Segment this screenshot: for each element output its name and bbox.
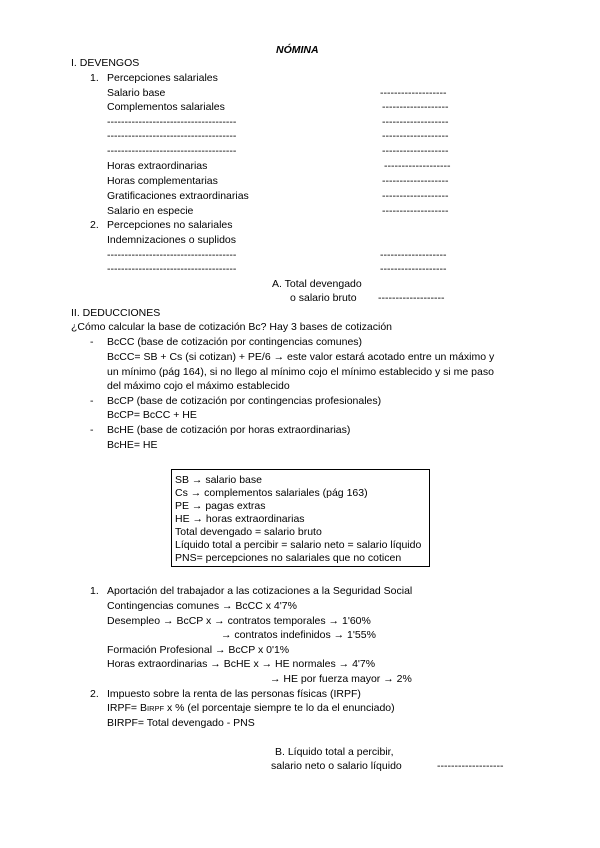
horas-extra-normales: Horas extraordinarias → BcHE x → HE normales → 4'7%: [107, 658, 376, 670]
item-number: 1.: [90, 72, 99, 84]
salario-especie-label: Salario en especie: [107, 205, 194, 217]
item-number: 1.: [90, 585, 99, 597]
bche-title: BcHE (base de cotización por horas extraordinarias): [107, 424, 351, 436]
bullet-dash: -: [90, 424, 94, 436]
irpf-title: Impuesto sobre la renta de las personas físicas (IRPF): [107, 688, 361, 700]
desempleo-indefinidos: → contratos indefinidos → 1'55%: [221, 629, 376, 641]
total-devengado-label: A. Total devengado: [272, 278, 362, 290]
aportacion-title: Aportación del trabajador a las cotizaciones a la Seguridad Social: [107, 585, 413, 597]
gratificaciones-label: Gratificaciones extraordinarias: [107, 190, 249, 202]
blank-amount: -------------------: [380, 249, 447, 261]
bccc-formula: un mínimo (pág 164), si no llego al mínimo cojo el mínimo establecido y si me paso: [107, 366, 494, 378]
legend-item: Total devengado = salario bruto: [175, 526, 322, 538]
item-number: 2.: [90, 688, 99, 700]
irpf-formula: [107, 702, 395, 715]
blank-amount: -------------------: [378, 292, 445, 304]
deducciones-heading: II. DEDUCCIONES: [71, 307, 161, 319]
percepciones-no-salariales-label: Percepciones no salariales: [107, 219, 233, 231]
legend-item: HE → horas extraordinarias: [175, 513, 305, 525]
blank-amount: -------------------: [380, 263, 447, 275]
contingencias-comunes: Contingencias comunes → BcCC x 4'7%: [107, 600, 297, 612]
blank-amount: -------------------: [384, 160, 451, 172]
bases-question: ¿Cómo calcular la base de cotización Bc? Hay 3 bases de cotización: [71, 321, 392, 333]
complementos-label: Complementos salariales: [107, 101, 225, 113]
blank-concept: -------------------------------------: [107, 145, 237, 157]
horas-extra-fuerza-mayor: → HE por fuerza mayor → 2%: [270, 673, 412, 685]
bccc-formula: del máximo cojo el máximo establecido: [107, 380, 290, 392]
formacion-profesional: Formación Profesional → BcCP x 0'1%: [107, 644, 290, 656]
percepciones-salariales-label: Percepciones salariales: [107, 72, 218, 84]
liquido-total-label: B. Líquido total a percibir,: [275, 746, 394, 758]
bccc-title: BcCC (base de cotización por contingencias comunes): [107, 336, 363, 348]
legend-item: PE → pagas extras: [175, 500, 266, 512]
blank-concept: -------------------------------------: [107, 249, 237, 261]
blank-amount: -------------------: [382, 130, 449, 142]
bullet-dash: -: [90, 336, 94, 348]
blank-amount: -------------------: [437, 760, 504, 772]
blank-concept: -------------------------------------: [107, 263, 237, 275]
legend-item: Líquido total a percibir = salario neto = salario líquido: [175, 539, 422, 551]
birpf-formula: BIRPF= Total devengado - PNS: [107, 717, 255, 729]
legend-item: SB → salario base: [175, 474, 262, 486]
blank-amount: -------------------: [382, 175, 449, 187]
legend-item: PNS= percepciones no salariales que no coticen: [175, 552, 402, 564]
blank-amount: -------------------: [382, 116, 449, 128]
blank-concept: -------------------------------------: [107, 116, 237, 128]
indemnizaciones-label: Indemnizaciones o suplidos: [107, 234, 236, 246]
blank-amount: -------------------: [382, 205, 449, 217]
devengos-heading: I. DEVENGOS: [71, 57, 140, 69]
irpf-formula-prefix: IRPF= B: [107, 702, 147, 714]
blank-concept: -------------------------------------: [107, 130, 237, 142]
blank-amount: -------------------: [380, 87, 447, 99]
salario-bruto-label: o salario bruto: [290, 292, 357, 304]
bche-formula: BcHE= HE: [107, 439, 158, 451]
salario-neto-label: salario neto o salario líquido: [271, 760, 402, 772]
blank-amount: -------------------: [382, 145, 449, 157]
blank-amount: -------------------: [382, 101, 449, 113]
desempleo-temporales: Desempleo → BcCP x → contratos temporales → 1'60%: [107, 615, 371, 627]
item-number: 2.: [90, 219, 99, 231]
blank-amount: -------------------: [382, 190, 449, 202]
page-title: NÓMINA: [276, 44, 319, 56]
horas-comp-label: Horas complementarias: [107, 175, 218, 187]
bccp-formula: BcCP= BcCC + HE: [107, 409, 197, 421]
irpf-formula-suffix: x % (el porcentaje siempre te lo da el enunciado): [164, 702, 395, 714]
salario-base-label: Salario base: [107, 87, 166, 99]
bccc-formula: BcCC= SB + Cs (si cotizan) + PE/6 → este valor estará acotado entre un máximo y: [107, 351, 495, 363]
bccp-title: BcCP (base de cotización por contingencias profesionales): [107, 395, 382, 407]
bullet-dash: -: [90, 395, 94, 407]
legend-item: Cs → complementos salariales (pág 163): [175, 487, 368, 499]
irpf-formula-subscript: IRPF: [146, 704, 165, 713]
horas-extra-label: Horas extraordinarias: [107, 160, 208, 172]
